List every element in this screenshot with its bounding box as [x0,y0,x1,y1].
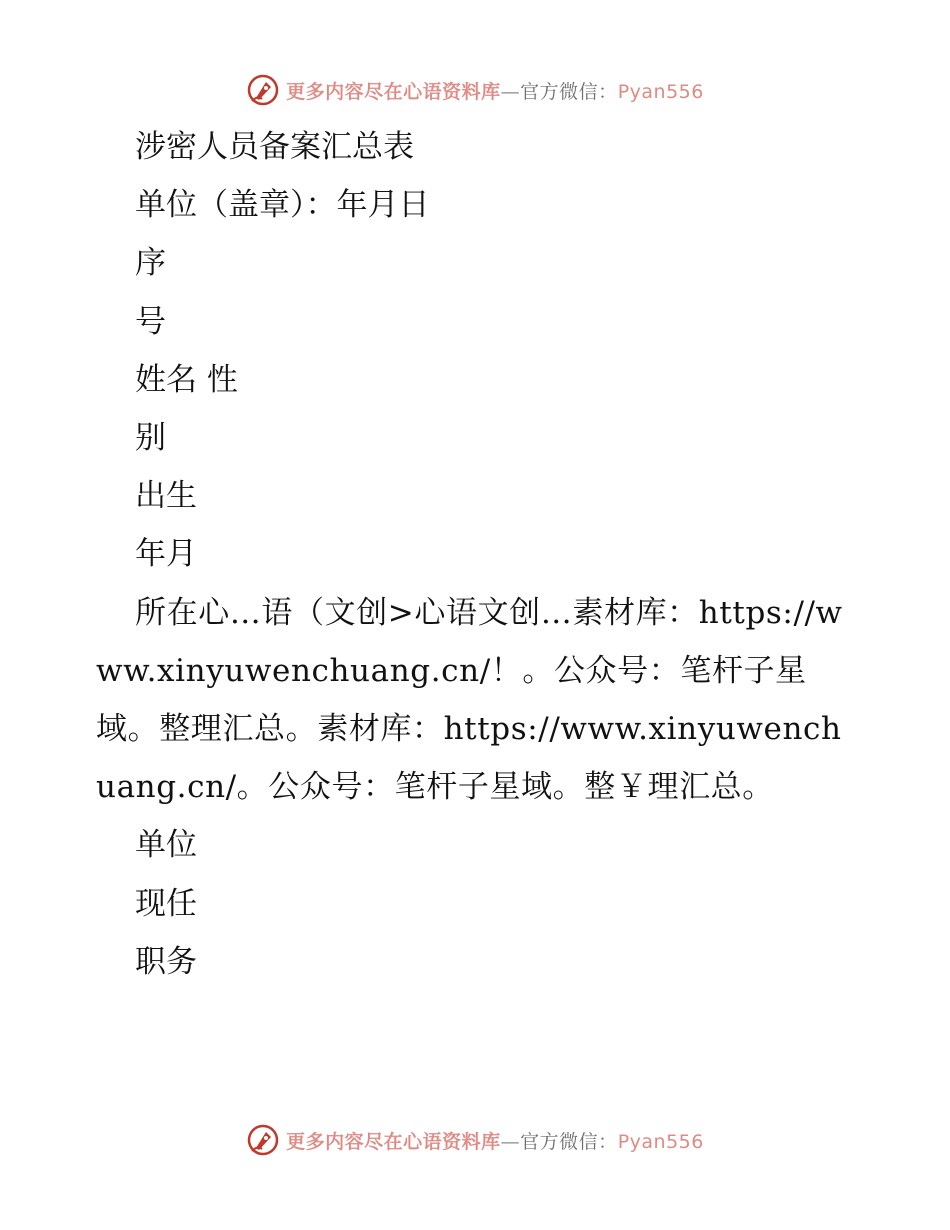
table-header-line: 年月 [135,536,197,573]
banner-wechat-label: 官方微信： [520,80,618,103]
table-header-line: 别 [135,420,166,457]
table-header-line: 姓名 性 [135,361,238,398]
footer-banner [0,1120,950,1160]
banner-library-text: 更多内容尽在心语资料库 [286,80,501,103]
table-header-line: 出生 [135,478,197,515]
banner-wechat-label: 官方微信： [520,1130,618,1153]
table-header-line: 现任 [135,885,197,922]
banner-text [286,1127,704,1154]
table-header-line: 序 [135,245,166,282]
watermark-paragraph: 所在心…语（文创>心语文创…素材库：https://www.xinyuwenchuang.cn/！。公众号：笔杆子星域。整理汇总。素材库：https://www.xinyuwenchuang.cn/。公众号：笔杆子星域。整￥理汇总。 [96,594,843,806]
table-header-line: 单位 [135,827,197,864]
table-header-line: 职务 [135,943,197,980]
document-title: 涉密人员备案汇总表 [135,129,414,165]
banner-dash: — [500,1130,521,1153]
banner-dash: — [500,80,521,103]
unit-stamp-date-line: 单位（盖章）：年月日 [135,187,430,224]
header-banner [0,70,950,110]
banner-wechat-id: Pyan556 [617,1130,704,1153]
banner-text [286,77,704,104]
table-header-line: 号 [135,303,166,340]
pen-nib-logo-icon [246,1123,280,1157]
pen-nib-logo-icon [246,73,280,107]
banner-wechat-id: Pyan556 [617,80,704,103]
document-body [96,118,856,991]
banner-library-text: 更多内容尽在心语资料库 [286,1130,501,1153]
